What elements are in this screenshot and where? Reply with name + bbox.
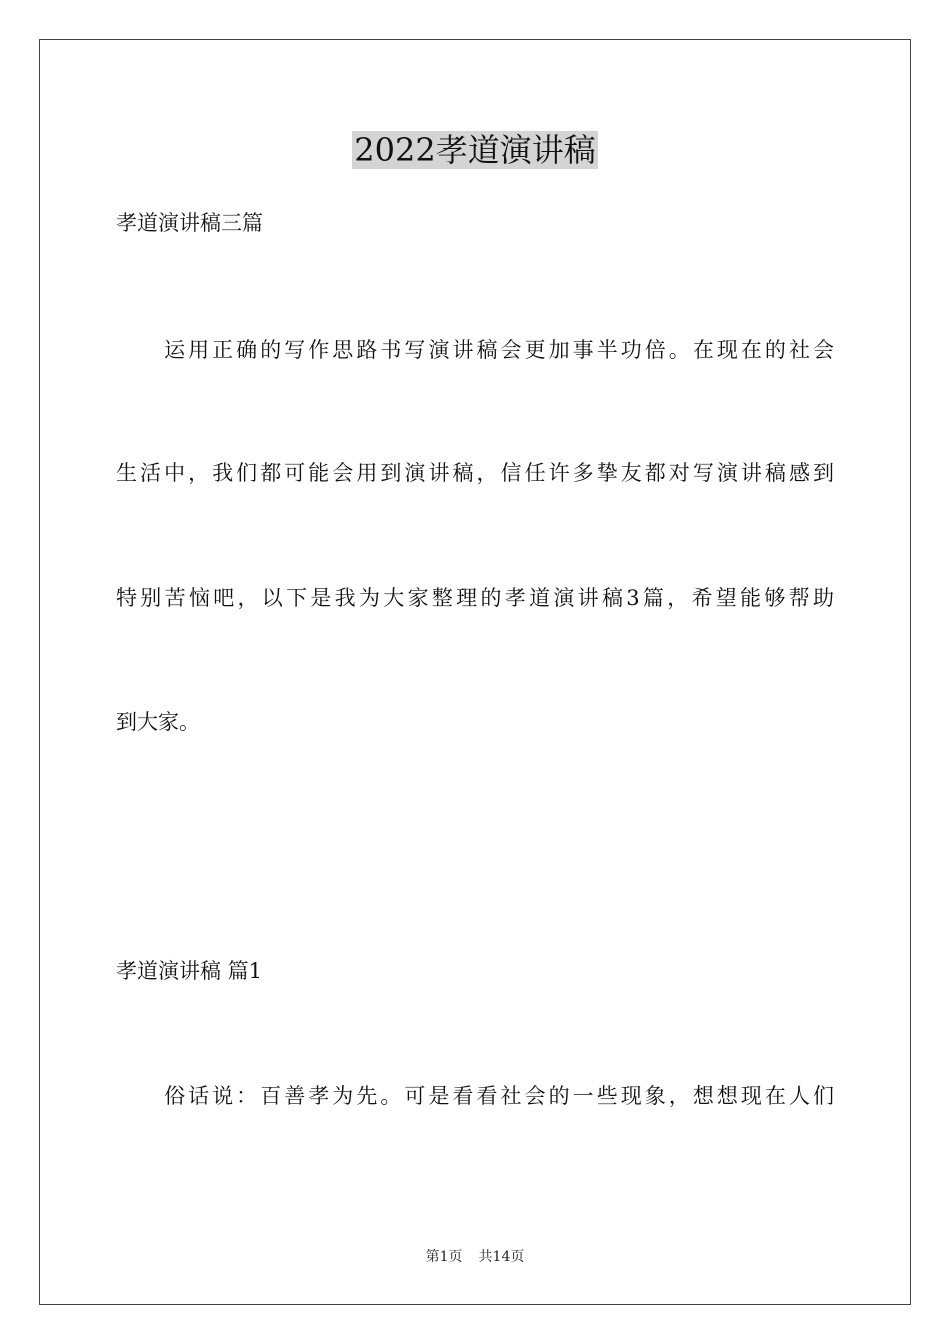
page-number-current: 第1页: [425, 1249, 463, 1265]
intro-line-4: 到大家。: [116, 710, 200, 734]
document-title: [0, 128, 950, 172]
section-1-line-1: 俗话说：百善孝为先。可是看看社会的一些现象，想想现在人们: [116, 1084, 834, 1108]
document-title-text: 2022孝道演讲稿: [354, 131, 596, 169]
document-subtitle: 孝道演讲稿三篇: [116, 211, 263, 235]
intro-line-2: 生活中，我们都可能会用到演讲稿，信任许多挚友都对写演讲稿感到: [116, 461, 834, 485]
page-footer: [0, 1247, 950, 1267]
intro-line-1: 运用正确的写作思路书写演讲稿会更加事半功倍。在现在的社会: [116, 338, 834, 362]
section-1-heading: 孝道演讲稿 篇1: [116, 959, 263, 983]
intro-line-3: 特别苦恼吧，以下是我为大家整理的孝道演讲稿3篇，希望能够帮助: [116, 586, 834, 610]
page-number-total: 共14页: [478, 1249, 525, 1265]
